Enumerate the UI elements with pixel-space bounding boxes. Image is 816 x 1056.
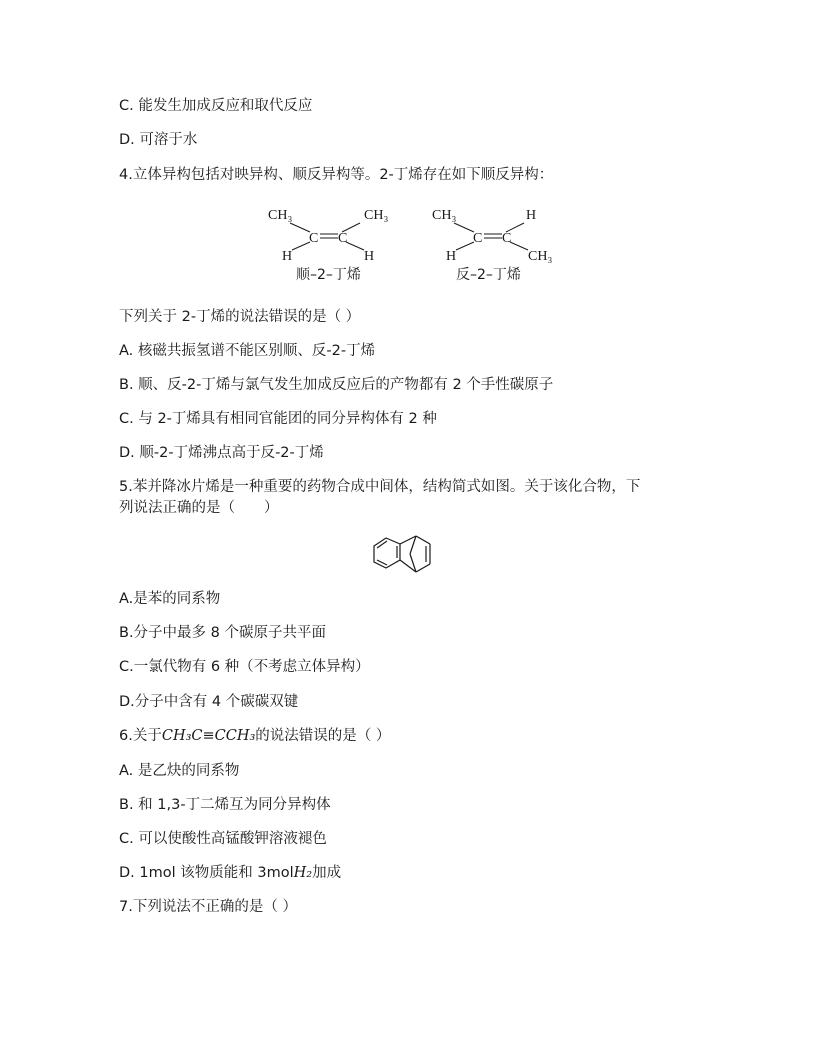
- cis-carbon-2: C: [338, 231, 348, 246]
- cis-h-bottom-left: H: [282, 249, 293, 264]
- trans-caption: 反–2–丁烯: [456, 267, 521, 283]
- cis-2-butene-structure: [268, 208, 388, 283]
- q6-option-d-formula: H₂: [293, 865, 313, 881]
- trans-ch3-top-left: CH₃: [432, 208, 457, 223]
- q6-option-b: B. 和 1,3-丁二烯互为同分异构体: [119, 797, 331, 813]
- q4-option-a: A. 核磁共振氢谱不能区别顺、反-2-丁烯: [119, 343, 376, 359]
- q4-isomer-figure: [260, 200, 570, 290]
- q4-option-d: D. 顺-2-丁烯沸点高于反-2-丁烯: [119, 445, 324, 461]
- q6-title-suffix: 的说法错误的是（ ）: [255, 728, 391, 744]
- q4-title: 4.立体异构包括对映异构、顺反异构等。2-丁烯存在如下顺反异构：: [119, 167, 554, 183]
- q6-title: [119, 726, 390, 746]
- q6-option-c: C. 可以使酸性高锰酸钾溶液褪色: [119, 831, 327, 847]
- q4-stem: 下列关于 2-丁烯的说法错误的是（ ）: [119, 309, 361, 325]
- trans-h-top-right: H: [526, 208, 537, 223]
- trans-h-bottom-left: H: [446, 249, 457, 264]
- q5-option-b: B.分子中最多 8 个碳原子共平面: [119, 625, 326, 641]
- q5-title-line1: 5.苯并降冰片烯是一种重要的药物合成中间体，结构简式如图。关于该化合物，下: [119, 479, 641, 495]
- q3-option-d: D. 可溶于水: [119, 132, 198, 148]
- trans-ch3-bottom-right: CH₃: [528, 249, 553, 264]
- cis-h-bottom-right: H: [364, 249, 375, 264]
- q6-option-d-prefix: D. 1mol 该物质能和 3mol: [119, 865, 294, 881]
- cis-ch3-top-right: CH₃: [364, 208, 389, 223]
- q5-option-a: A.是苯的同系物: [119, 591, 221, 607]
- q5-title-line2: 列说法正确的是（ ）: [119, 500, 279, 516]
- q4-option-c: C. 与 2-丁烯具有相同官能团的同分异构体有 2 种: [119, 411, 437, 427]
- q6-option-d: [119, 863, 341, 883]
- q5-option-d: D.分子中含有 4 个碳碳双键: [119, 694, 299, 710]
- q6-formula: CH₃C≡CCH₃: [161, 728, 256, 744]
- q6-option-d-suffix: 加成: [312, 865, 342, 881]
- q7-title: 7.下列说法不正确的是（ ）: [119, 899, 297, 915]
- cis-ch3-top-left: CH₃: [268, 208, 293, 223]
- cis-caption: 顺–2–丁烯: [296, 267, 361, 283]
- q6-title-prefix: 6.关于: [119, 728, 162, 744]
- q3-option-c: C. 能发生加成反应和取代反应: [119, 98, 313, 114]
- q5-benzonorbornene-structure: [366, 524, 450, 584]
- trans-carbon-2: C: [502, 231, 512, 246]
- trans-2-butene-structure: [432, 208, 552, 283]
- trans-carbon-1: C: [473, 231, 483, 246]
- q6-option-a: A. 是乙炔的同系物: [119, 763, 240, 779]
- q4-option-b: B. 顺、反-2-丁烯与氯气发生加成反应后的产物都有 2 个手性碳原子: [119, 377, 554, 393]
- cis-carbon-1: C: [309, 231, 319, 246]
- q5-option-c: C.一氯代物有 6 种（不考虑立体异构）: [119, 659, 370, 675]
